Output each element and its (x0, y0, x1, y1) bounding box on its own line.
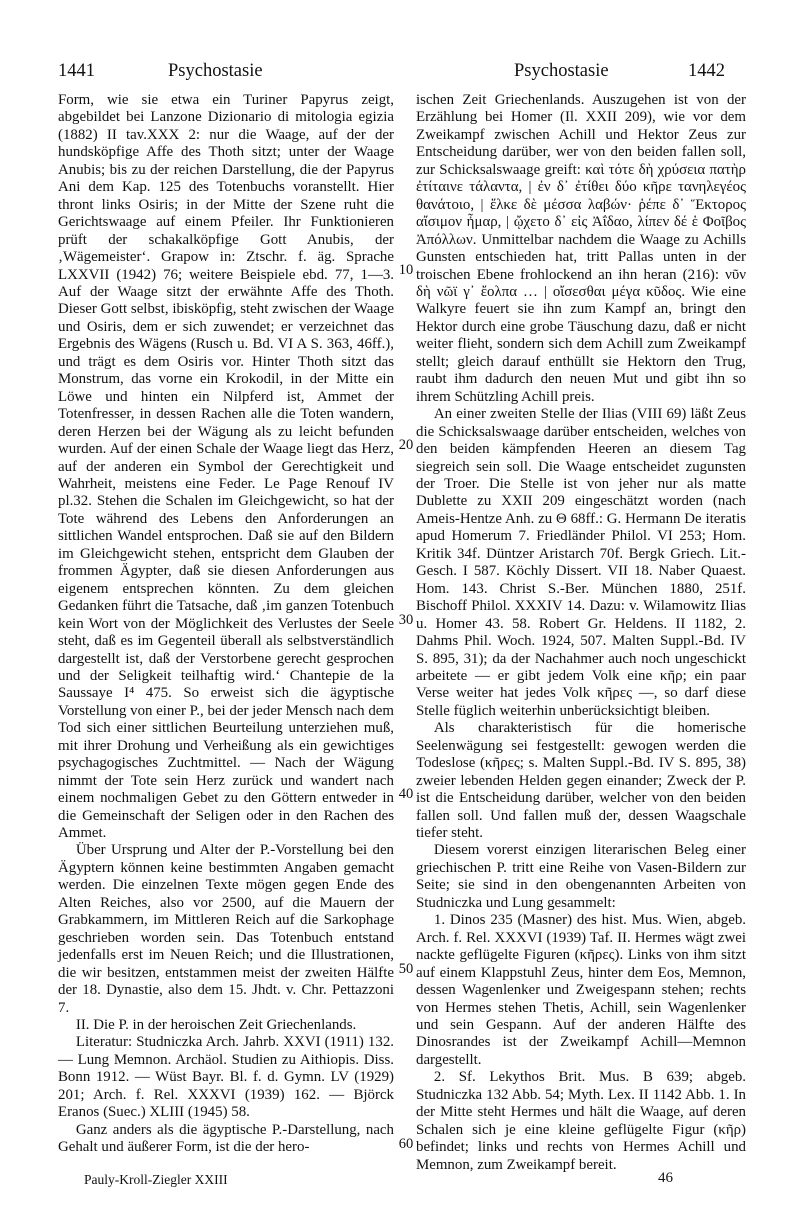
right-column (416, 92, 746, 1174)
paragraph: ischen Zeit Griechenlands. Auszugehen ist von der Erzählung bei Homer (Il. XXII 209), wie vor dem Zweikampf zwischen Achill und Hektor Zeus zur Entscheidung darüber, wer von den beiden fallen soll, zur Schicksalswaage greift: καὶ τότε δὴ χρύσεια πατὴρ ἐτίταινε τάλαντα, | ἐν δ᾽ ἐτίθει δύο κῆρε τανηλεγέος θανάτοιο, | ἕλκε δὲ μέσσα λαβών· ῥέπε δ᾽ Ἕκτορος αἴσιμον ἦμαρ, | ᾤχετο δ᾽ εἰς Ἀΐδαο, λίπεν δέ ἑ Φοῖβος Ἀπόλλων. Unmittelbar nachdem die Waage zu Achills Gunsten entschieden hat, tritt Pallas unten in der troischen Ebene frohlockend an ihn heran (216): νῦν δὴ νῶϊ γ᾽ ἔολπα … | οἴσεσθαι μέγα κῦδος. Wie eine Walkyre feuert sie ihn zum Kampf an, bringt den Hektor durch eine grobe Täuschung dazu, daß er nicht weiter flieht, sondern sich dem Achill zum Zweikampf stellt; gleich darauf enthüllt sie Hektorn den Trug, raubt ihm dadurch den neuen Mut und gibt ihn so ihrem Schützling Achill preis. (416, 92, 746, 405)
paragraph: Diesem vorerst einzigen literarischen Beleg einer griechischen P. tritt eine Reihe von Vasen-Bildern zur Seite; sie sind in den obengenannten Arbeiten von Studniczka und Lung gesammelt: (416, 842, 746, 911)
footer-publication: Pauly-Kroll-Ziegler XXIII (84, 1172, 228, 1187)
column-number-left: 1441 (58, 61, 95, 81)
paragraph: Form, wie sie etwa ein Turiner Papyrus zeigt, abgebildet bei Lanzone Dizionario di mitologia egizia (1882) II tav.XXX 2: nur die Waage, auf der der hundsköpfige Affe des Thoth sitzt; unter der Waage Anubis; bis zu der reichen Darstellung, die der Papyrus Ani dem Kap. 125 des Totenbuchs voranstellt. Hier thront links Osiris; in der Mitte der Szene ruht die Gerichtswaage auf einem Pfeiler. Ihr Funktionieren prüft der schakalköpfige Gott Anubis, der ‚Wägemeister‘. Grapow in: Ztschr. f. äg. Sprache LXXVII (1942) 76; weitere Beispiele ebd. 77, 1—3. Auf der Waage sitzt der erwähnte Affe des Thoth. Dieser Gott selbst, ibisköpfig, steht zwischen der Waage und Osiris, dem er sich zuwendet; er verzeichnet das Ergebnis des Wägens (Rusch u. Bd. VI A S. 363, 46ff.), und trägt es dem Osiris vor. Hinter Thoth sitzt das Monstrum, das vorne ein Krokodil, in der Mitte ein Löwe und hinten ein Nilpferd ist, Ammet der Totenfresser, in dessen Rachen alle die Toten wandern, deren Herzen bei der Wägung als zu leicht befunden wurden. Auf der einen Schale der Waage liegt das Herz, auf der anderen ein Symbol der Gerechtigkeit und Wahrheit, meistens eine Feder. Le Page Renouf IV pl.32. Stehen die Schalen im Gleichgewicht, so hat der Tote während des Lebens den Anforderungen an sittlichen Wandel entsprochen. Daß sie auf den Bildern im Gleichgewicht stehen, entspricht dem Glauben der frommen Ägypter, daß sie diesen Anforderungen aus eigenem entsprechen könnten. Zu dem gleichen Gedanken führt die Tatsache, daß ‚im ganzen Totenbuch kein Wort von der Möglichkeit des Verlustes der Seele steht, daß es im Gegenteil überall als selbstverständlich dargestellt ist, daß der Verstorbene gerecht gesprochen und der Seligkeit teilhaftig wird.‘ Chantepie de la Saussaye I⁴ 475. So erweist sich die ägyptische Vorstellung von einer P., bei der jeder Mensch nach dem Tod sich einer sittlichen Beurteilung unterziehen muß, mit ihrer Drohung und Verheißung als ein gewichtiges psychagogisches Zuchtmittel. — Nach der Wägung nimmt der Tote sein Herz zurück und wandert nach einem nochmaligen Gebet zu den Göttern entweder in die Gemeinschaft der Seligen oder in den Rachen des Ammet. (58, 92, 394, 842)
line-number: 50 (398, 961, 414, 977)
running-title-right: Psychostasie (514, 61, 609, 81)
line-number: 20 (398, 437, 414, 453)
left-column (58, 92, 394, 1157)
footer-signature-number: 46 (658, 1170, 673, 1186)
paragraph: An einer zweiten Stelle der Ilias (VIII 69) läßt Zeus die Schicksalswaage darüber entscheiden, welches von den beiden kämpfenden Heeren an diesem Tag siegreich sein soll. Die Waage entscheidet zugunsten der Troer. Die Stelle ist von jeher nur als matte Dublette zu XXII 209 eingeschätzt worden (nach Ameis-Hentze Anh. zu Θ 68ff.: G. Hermann De iteratis apud Homerum 7. Friedländer Philol. VI 253; Hom. Kritik 34f. Düntzer Aristarch 70f. Bergk Griech. Lit.-Gesch. I 587. Köchly Dissert. VII 18. Naber Quaest. Hom. 143. Christ S.-Ber. München 1880, 251f. Bischoff Philol. XXXIV 14. Dazu: v. Wilamowitz Ilias u. Homer 43. 58. Robert Gr. Heldens. II 1182, 2. Dahms Phil. Woch. 1924, 507. Malten Suppl.-Bd. IV S. 895, 31); da der Nachahmer auch noch ungeschickt arbeitete — er gibt jedem Volk eine κῆρ; ein paar Verse weiter hat jedes Volk κῆρες —, so darf diese Stelle füglich weiterhin unberücksichtigt bleiben. (416, 406, 746, 719)
line-number: 60 (398, 1136, 414, 1152)
bibliography: Literatur: Studniczka Arch. Jahrb. XXVI (1911) 132. — Lung Memnon. Archäol. Studien zu Aithiopis. Diss. Bonn 1912. — Wüst Bayr. Bl. f. d. Gymn. LV (1929) 201; Arch. f. Rel. XXXVI (1939) 162. — Björck Eranos (Suec.) XLIII (1945) 58. (58, 1034, 394, 1121)
paragraph: Ganz anders als die ägyptische P.-Darstellung, nach Gehalt und äußerer Form, ist die der hero- (58, 1121, 394, 1156)
line-number: 30 (398, 612, 414, 628)
paragraph: Als charakteristisch für die homerische Seelenwägung sei festgestellt: gewogen werden die Todeslose (κῆρες; s. Malten Suppl.-Bd. IV S. 895, 38) zweier lebenden Helden gegen einander; Zweck der P. ist die Entscheidung darüber, welcher von den beiden fallen soll. Und fallen muß der, dessen Waagschale tiefer steht. (416, 720, 746, 842)
line-number: 40 (398, 786, 414, 802)
running-title-left: Psychostasie (168, 61, 263, 81)
section-heading: II. Die P. in der heroischen Zeit Griechenlands. (75, 1017, 357, 1034)
line-number: 10 (398, 262, 414, 278)
page-header (58, 58, 744, 88)
paragraph: Über Ursprung und Alter der P.-Vorstellung bei den Ägyptern können keine bestimmten Angaben gemacht werden. Die einzelnen Texte mögen gegen Ende des Alten Reiches, also vor 2500, auf die Mauern der Grabkammern, im Mittleren Reich auf die Sarkophage geschrieben worden sein. Das Totenbuch entstand jedenfalls erst im Neuen Reich; und die Illustrationen, die wir besitzen, entstammen meist der zweiten Hälfte der 18. Dynastie, also dem 15. Jhdt. v. Chr. Pettazzoni 7. (58, 842, 394, 1016)
column-number-right: 1442 (688, 61, 725, 81)
list-item: 1. Dinos 235 (Masner) des hist. Mus. Wien, abgeb. Arch. f. Rel. XXXVI (1939) Taf. II. Hermes wägt zwei nackte geflügelte Figuren (κῆρες). Links von ihm sitzt auf einem Klappstuhl Zeus, hinter dem Eos, Memnon, dessen Wagenlenker und Zweigespann stehen; rechts von Hermes stehen Thetis, Achill, sein Wagenlenker und sein Gespann. Auf der anderen Hälfte des Dinosrandes ist der Zweikampf Achill—Memnon dargestellt. (416, 912, 746, 1068)
list-item: 2. Sf. Lekythos Brit. Mus. B 639; abgeb. Studniczka 132 Abb. 54; Myth. Lex. II 1142 Abb. 1. In der Mitte steht Hermes und hält die Waage, auf deren Schalen sich je eine kleine geflügelte Figur (κῆρ) befindet; links und rechts von Hermes Achill und Memnon, zum Zweikampf bereit. (416, 1069, 746, 1173)
